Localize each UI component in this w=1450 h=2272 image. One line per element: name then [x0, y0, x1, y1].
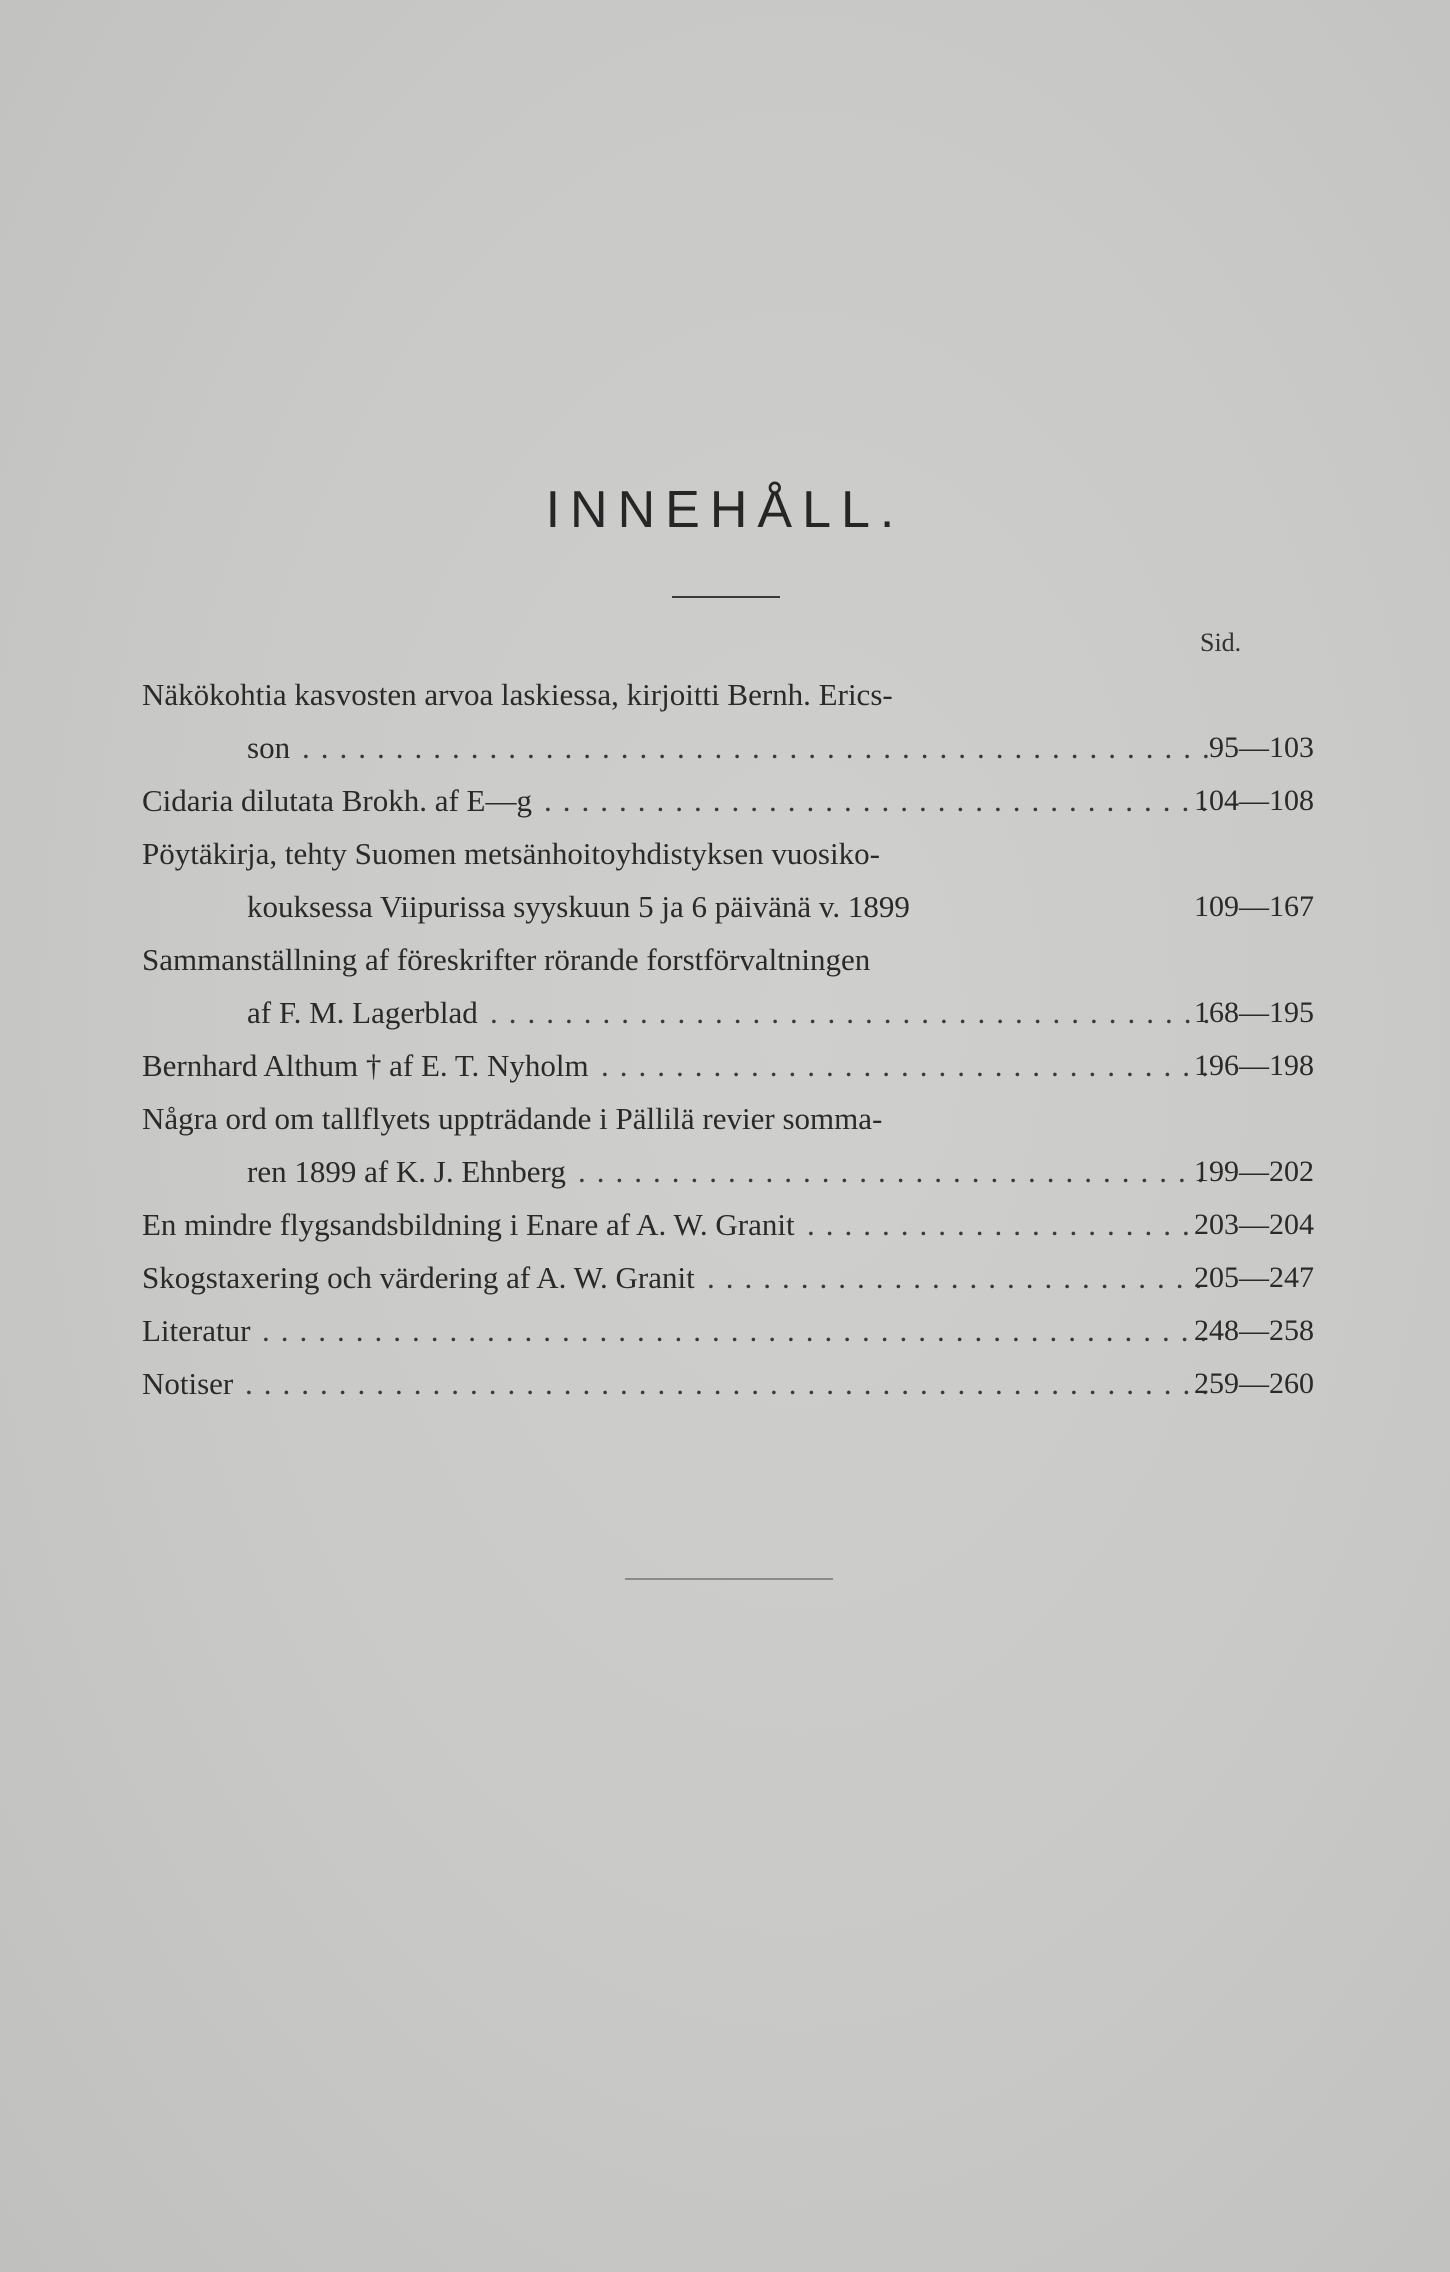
toc-line	[142, 1198, 1312, 1251]
dot-leader: ...........................	[707, 1260, 1214, 1295]
dot-leader: ...................................................	[262, 1313, 1219, 1348]
toc-entry-title-continued: son	[247, 730, 291, 765]
toc-entry-title-continued: ren 1899 af K. J. Ehnberg	[247, 1154, 566, 1189]
toc-line	[142, 668, 1312, 721]
toc-entry-title: Näkökohtia kasvosten arvoa laskiessa, kirjoitti Bernh. Erics-	[142, 677, 893, 712]
toc-entry-pages: 199—202	[1194, 1155, 1314, 1188]
toc-line	[142, 986, 1312, 1039]
toc-entry-title-continued: af F. M. Lagerblad	[247, 995, 478, 1030]
toc-entry-title: En mindre flygsandsbildning i Enare af A. W. Granit	[142, 1207, 795, 1242]
dot-leader: ..................................	[578, 1154, 1216, 1189]
pages-column-label: Sid.	[1200, 628, 1242, 657]
toc-entry-title: Några ord om tallflyets uppträdande i Pällilä revier somma-	[142, 1101, 883, 1136]
toc-line	[142, 1092, 1312, 1145]
toc-entry-pages: 168—195	[1194, 996, 1314, 1029]
title-divider	[672, 596, 780, 598]
toc-line	[142, 1145, 1312, 1198]
toc-line	[142, 933, 1312, 986]
toc-entry-title: Bernhard Althum † af E. T. Nyholm	[142, 1048, 589, 1083]
closing-divider	[625, 1578, 833, 1580]
toc-entry-title-continued: kouksessa Viipurissa syyskuun 5 ja 6 päivänä v. 1899	[247, 889, 910, 924]
toc-line	[142, 1304, 1312, 1357]
toc-entry-pages: 196—198	[1194, 1049, 1314, 1082]
toc-entry-pages: 95—103	[1209, 731, 1314, 764]
toc-entry-title: Literatur	[142, 1313, 251, 1348]
toc-entry-title: Sammanställning af föreskrifter rörande forstförvaltningen	[142, 942, 871, 977]
toc-line	[142, 721, 1312, 774]
toc-entry-title: Skogstaxering och värdering af A. W. Granit	[142, 1260, 695, 1295]
toc-line	[142, 880, 1312, 933]
toc-entry-title: Notiser	[142, 1366, 234, 1401]
toc-entry-title: Cidaria dilutata Brokh. af E—g	[142, 783, 532, 818]
toc-entry-pages: 203—204	[1194, 1208, 1314, 1241]
toc-line	[142, 774, 1312, 827]
dot-leader: ....................................	[544, 783, 1219, 818]
toc-entry-pages: 109—167	[1194, 890, 1314, 923]
dot-leader: ....................................................	[245, 1366, 1220, 1401]
toc-entry-pages: 259—260	[1194, 1367, 1314, 1400]
toc-entry-title: Pöytäkirja, tehty Suomen metsänhoitoyhdistyksen vuosiko-	[142, 836, 880, 871]
toc-line	[142, 1357, 1312, 1410]
dot-leader: .................................................	[302, 730, 1221, 765]
page-title: INNEHÅLL.	[545, 481, 905, 539]
toc-line	[142, 1039, 1312, 1092]
dot-leader: .................................	[601, 1048, 1220, 1083]
toc-entry-pages: 248—258	[1194, 1314, 1314, 1347]
toc-line	[142, 1251, 1312, 1304]
toc-entry-pages: 104—108	[1194, 784, 1314, 817]
toc-entry-pages: 205—247	[1194, 1261, 1314, 1294]
dot-leader: .......................................	[490, 995, 1222, 1030]
table-of-contents	[142, 668, 1312, 1410]
dot-leader: .....................	[807, 1207, 1201, 1242]
toc-line	[142, 827, 1312, 880]
